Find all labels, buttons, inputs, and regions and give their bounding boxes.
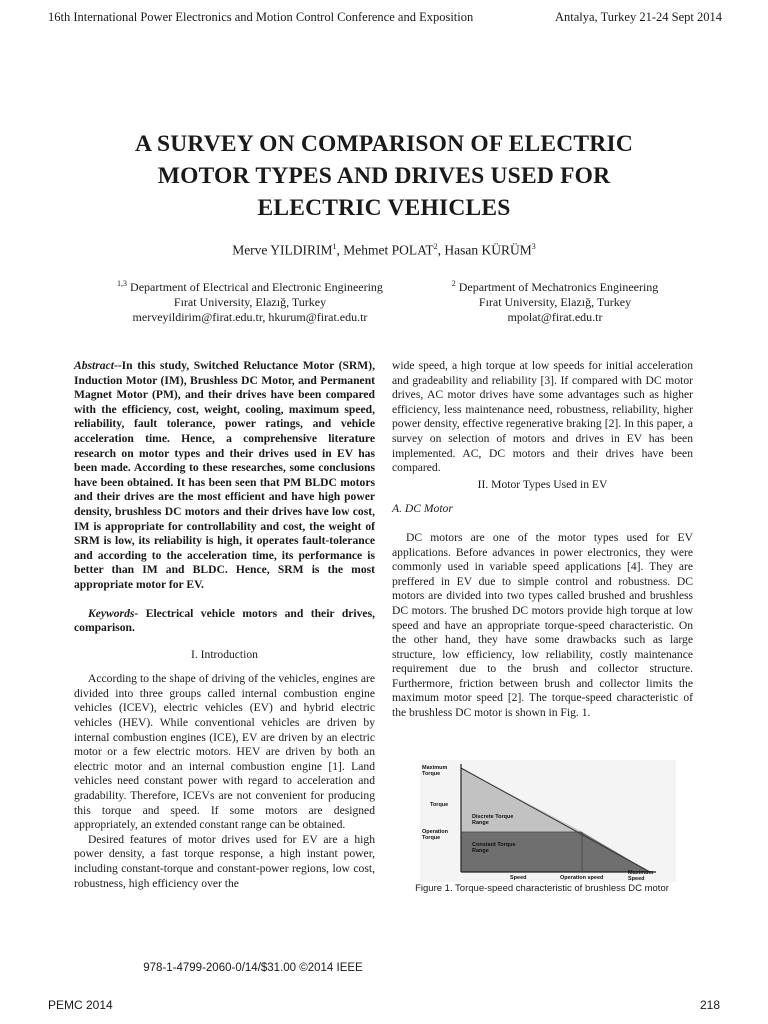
keywords-text: Electrical vehicle motors and their drives, comparison. — [74, 606, 375, 635]
footer-conference: PEMC 2014 — [48, 998, 113, 1012]
page-number: 218 — [699, 998, 720, 1012]
author-name: Mehmet POLAT — [343, 242, 434, 258]
author-separator: , — [336, 242, 344, 258]
author-superscript: 1 — [332, 242, 337, 251]
constant-range-label: Constant Torque — [472, 842, 516, 848]
affiliation-department: Department of Electrical and Electronic Engineering — [130, 280, 383, 294]
intro-paragraph: According to the shape of driving of the vehicles, engines are divided into three groups called internal combustion engine vehicles (ICEV), electric vehicles (EV) and hybrid electric vehicles (HEV). While conventional vehicles are driven by internal combustion engines (ICE), EV are driven by an electric motor or a few electric motors. HEV are driven by both an electric motor and an internal combustion engine [1]. Land vehicles need constant power with regard to acceleration and gradability. Therefore, ICEVs are not convenient for producing this torque and speed. If some motors are designed appropriately, an extended constant range can be obtained. — [74, 672, 375, 832]
torque-speed-figure — [420, 760, 676, 882]
discrete-range-label: Range — [472, 820, 489, 826]
affiliation-right — [420, 276, 690, 325]
author-superscript: 2 — [433, 242, 438, 251]
author-list — [0, 242, 768, 259]
author-name: Merve YILDIRIM — [232, 242, 333, 258]
intro-paragraph: Desired features of motor drives used for EV are a high power density, a fast torque response, a high instant power, including constant-torque and constant-power regions, low cost, robustness, high efficiency over the — [74, 832, 375, 890]
figure-caption: Figure 1. Torque-speed characteristic of brushless DC motor — [415, 883, 669, 894]
operation-torque-label: Torque — [422, 835, 441, 841]
copyright-notice: 978-1-4799-2060-0/14/$31.00 ©2014 IEEE — [143, 962, 363, 974]
affiliation-superscript: 2 — [451, 279, 456, 288]
operation-torque-label: Operation — [422, 829, 448, 835]
body-paragraph: wide speed, a high torque at low speeds for initial acceleration and gradeability and reliability [3]. If compared with DC motor drives, AC motor drives have some advantages such as higher efficiency, less maintenance need, robustness, reliability, higher power density, effective regenerative braking [2]. In this paper, a survey on selection of motors and drives in EV has been implemented. AC, DC motors and their drives have been compared. — [392, 359, 693, 475]
title-line: MOTOR TYPES AND DRIVES USED FOR — [157, 163, 611, 189]
affiliation-university: Fırat University, Elazığ, Turkey — [173, 295, 327, 309]
paper-title — [60, 128, 708, 224]
affiliation-email: mpolat@firat.edu.tr — [507, 310, 603, 324]
section-heading-motor-types: II. Motor Types Used in EV — [477, 477, 608, 491]
abstract — [74, 359, 375, 593]
author-superscript: 3 — [531, 242, 536, 251]
author-separator: , — [437, 242, 445, 258]
torque-label: Torque — [430, 802, 449, 808]
keywords-label: Keywords- — [88, 606, 139, 620]
conference-location: Antalya, Turkey 21-24 Sept 2014 — [554, 10, 722, 24]
affiliation-department: Department of Mechatronics Engineering — [458, 280, 659, 294]
right-column — [392, 359, 693, 721]
max-speed-label: Maximum — [628, 870, 654, 876]
abstract-label: Abstract — [74, 359, 114, 372]
discrete-range-label: Discrete Torque — [472, 814, 514, 820]
abstract-text: --In this study, Switched Reluctance Motor (SRM), Induction Motor (IM), Brushless DC Motor, and Permanent Magnet Motor (PM), and their drives have been compared with the efficiency, cost, weight, cooling, maximum speed, reliability, fault tolerance, power ratings, and vehicle acceleration time. Hence, a comprehensive literature research on motor types and their drives used in EV has been made. According to these researches, some conclusions have been obtained. It has been seen that PM BLDC motors and their drives are the most efficient and have high power density, brushless DC motors and their drives have low cost, IM is appropriate for controllability and cost, the weight of SRM is low, its reliability is high, it operates fault-tolerance and according to the acceleration time, its performance is better than IM and BLDC. Hence, SRM is the most appropriate motor for EV. — [74, 359, 375, 591]
max-speed-label: Speed — [628, 876, 645, 882]
title-line: ELECTRIC VEHICLES — [257, 195, 511, 221]
speed-label: Speed — [510, 875, 527, 881]
affiliation-left — [100, 276, 400, 325]
keywords — [74, 607, 375, 636]
subsection-heading-dc-motor: A. DC Motor — [392, 502, 453, 516]
affiliation-email: merveyildirim@firat.edu.tr, hkurum@firat.edu.tr — [132, 310, 368, 324]
affiliation-superscript: 1,3 — [117, 279, 128, 288]
title-line: A SURVEY ON COMPARISON OF ELECTRIC — [135, 131, 633, 157]
author-name: Hasan KÜRÜM — [444, 242, 532, 258]
body-paragraph: DC motors are one of the motor types used for EV applications. Before advances in power electronics, they were commonly used in variable speed applications [4]. They are preffered in EV due to simple control and robustness. DC motors are divided into two types called brushed and brushless DC motors. The brushed DC motors provide high torque at low speed and have an appropriate torque-speed characteristic. On the other hand, they have some drawbacks such as large structure, low efficiency, low reliability, costly maintenance requirement due to the brush and collector structure. Furthermore, friction between brush and collector limits the maximum motor speed [2]. The torque-speed characteristic of the brushless DC motor is shown in Fig. 1. — [392, 530, 693, 720]
section-heading-introduction: I. Introduction — [191, 647, 258, 661]
operation-speed-label: Operation speed — [560, 875, 604, 881]
left-column — [74, 359, 375, 891]
affiliation-university: Fırat University, Elazığ, Turkey — [478, 295, 632, 309]
torque-speed-diagram — [420, 760, 676, 882]
max-torque-label: Torque — [422, 771, 441, 777]
constant-range-label: Range — [472, 848, 489, 854]
max-torque-label: Maximum — [422, 765, 448, 771]
conference-header: 16th International Power Electronics and Motion Control Conference and Exposition — [48, 10, 474, 24]
